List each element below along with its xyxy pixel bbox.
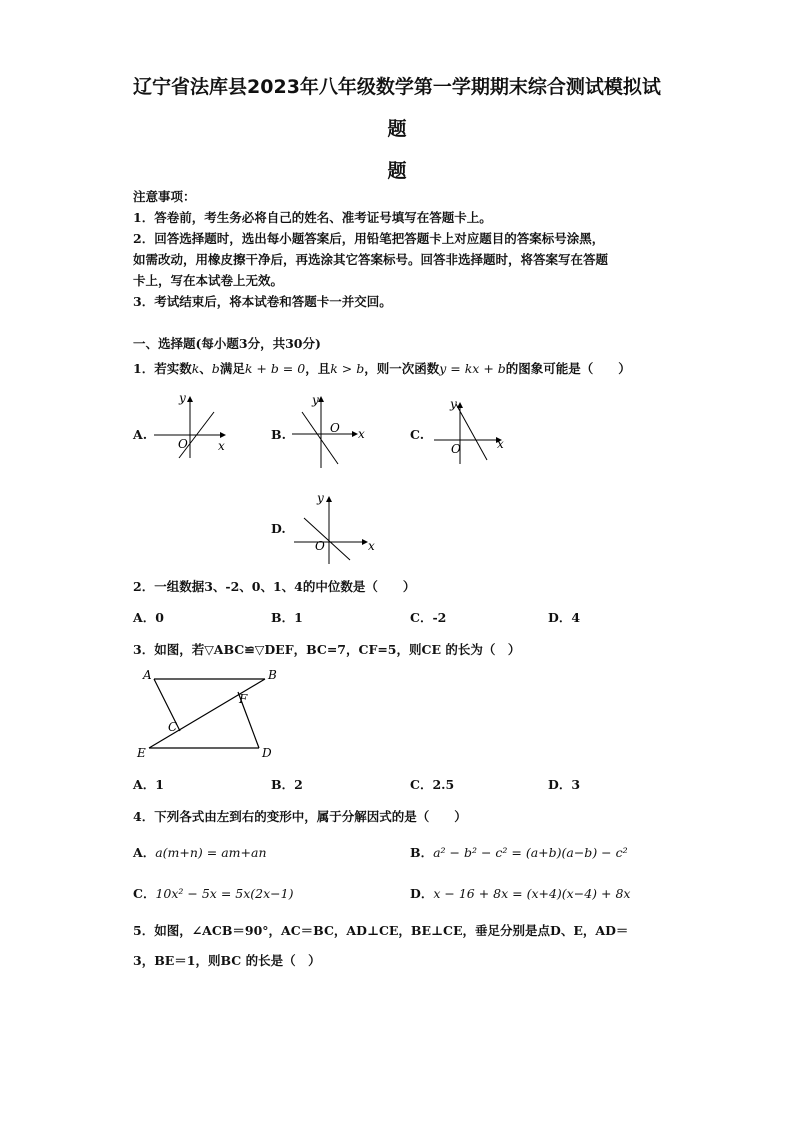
notice-heading: 注意事项： <box>133 189 196 204</box>
title-line-3: 题 <box>387 160 407 182</box>
point-a-label: A <box>143 668 152 682</box>
q1-option-c-label: C. <box>410 427 425 442</box>
function-line <box>302 412 338 464</box>
title-line-1: 辽宁省法库县2023年八年级数学第一学期期末综合测试模拟试 <box>133 76 661 98</box>
q1-option-a-label: A. <box>133 427 148 442</box>
q1-graph-c <box>430 396 520 466</box>
notice-item-3: 3．考试结束后，将本试卷和答题卡一并交回。 <box>133 294 392 309</box>
q1-stem: 1．若实数k、b满足k + b = 0，且k > b，则一次函数y = kx + b的图象可能是（ ） <box>133 361 631 376</box>
x-label: x <box>368 539 375 553</box>
q4-option-b: B．a² − b² − c² = (a+b)(a−b) − c² <box>410 845 628 860</box>
segment-be <box>149 679 265 748</box>
point-e-label: E <box>137 746 146 760</box>
y-axis-arrow <box>318 396 324 402</box>
q1-graph-a <box>150 390 240 460</box>
section-heading: 一、选择题(每小题3分，共30分) <box>133 336 321 351</box>
q4-option-c: C．10x² − 5x = 5x(2x−1) <box>133 886 294 901</box>
q3-option-b: B．2 <box>271 777 303 792</box>
q1-option-b-label: B. <box>271 427 286 442</box>
q3-option-c: C．2.5 <box>410 777 455 792</box>
q2-option-b: B．1 <box>271 610 303 625</box>
q4-option-a: A．a(m+n) = am+an <box>133 845 267 860</box>
q1-graph-d <box>290 488 385 566</box>
q3-figure <box>135 668 285 760</box>
q2-option-d: D．4 <box>548 610 581 625</box>
origin-label: O <box>315 539 325 553</box>
notice-item-1: 1．答卷前，考生务必将自己的姓名、准考证号填写在答题卡上。 <box>133 210 492 225</box>
point-d-label: D <box>262 746 272 760</box>
function-line <box>304 518 350 560</box>
y-label: y <box>450 397 457 411</box>
x-label: x <box>497 437 504 451</box>
q2-stem: 2．一组数据3、-2、0、1、4的中位数是（ ） <box>133 579 416 594</box>
q3-option-d: D．3 <box>548 777 581 792</box>
q5-line-2: 3，BE＝1，则BC 的长是（ ） <box>133 953 321 968</box>
q3-stem: 3．如图，若▽ABC≌▽DEF，BC=7，CF=5，则CE 的长为（ ） <box>133 642 521 657</box>
point-c-label: C <box>168 720 178 734</box>
q1-option-d-label: D. <box>271 521 286 536</box>
y-label: y <box>179 391 186 405</box>
point-f-label: F <box>239 692 248 706</box>
title-line-2: 题 <box>387 118 407 140</box>
notice-item-2b: 如需改动，用橡皮擦干净后，再选涂其它答案标号。回答非选择题时，将答案写在答题 <box>133 252 609 267</box>
q4-option-d: D．x − 16 + 8x = (x+4)(x−4) + 8x <box>410 886 631 901</box>
q1-graph-b <box>288 390 378 470</box>
q2-option-a: A．0 <box>133 610 164 625</box>
origin-label: O <box>178 437 188 451</box>
notice-item-2a: 2．回答选择题时，选出每小题答案后，用铅笔把答题卡上对应题目的答案标号涂黑， <box>133 231 605 246</box>
y-label: y <box>312 393 319 407</box>
x-axis-arrow <box>220 432 226 438</box>
origin-label: O <box>330 421 340 435</box>
x-label: x <box>358 427 365 441</box>
notice-item-2c: 卡上，写在本试卷上无效。 <box>133 273 284 288</box>
x-label: x <box>218 439 225 453</box>
point-b-label: B <box>268 668 277 682</box>
y-axis-arrow <box>326 496 332 502</box>
q4-stem: 4．下列各式由左到右的变形中，属于分解因式的是（ ） <box>133 809 467 824</box>
q5-line-1: 5．如图，∠ACB＝90°，AC＝BC，AD⊥CE，BE⊥CE，垂足分别是点D、E，AD＝ <box>133 923 629 938</box>
origin-label: O <box>451 442 461 456</box>
q3-option-a: A．1 <box>133 777 164 792</box>
y-axis-arrow <box>187 396 193 402</box>
y-label: y <box>317 491 324 505</box>
q2-option-c: C．-2 <box>410 610 447 625</box>
